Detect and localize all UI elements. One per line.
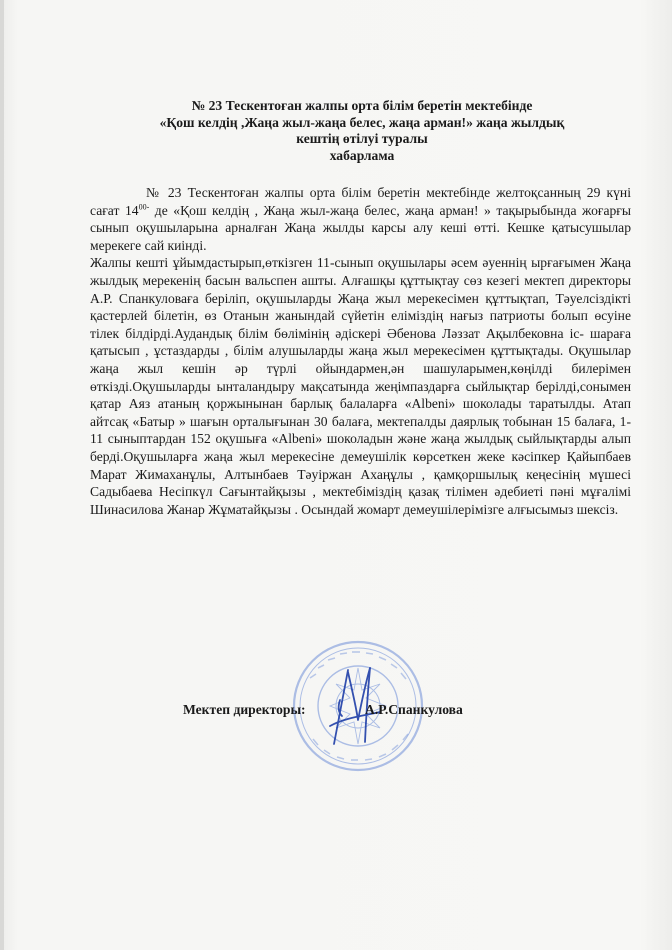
time-superscript: 00- — [138, 202, 150, 212]
signature-role: Мектеп директоры: — [183, 702, 306, 717]
signature-block — [183, 702, 463, 718]
heading-line-4: хабарлама — [329, 147, 395, 163]
paragraph-2: Жалпы кешті ұйымдастырып,өткізген 11-сынып оқушылары әсем әуеннің ырғағымен Жаңа жылдық мерекенің басын вальспен ашты. Алғашқы құттықтау сөз кезегі мектеп директоры А.Р. Спанкуловаға беріліп, оқушыларды Жаңа жыл мерекесімен құттықтап, Тәуелсіздікті қастерлей білетін, өз Отанын жанындай сүйетін еліміздің нағыз патриоты болып өсуіне тілек білдірді.Аудандық білім бөлімінің әдіскері Әбенова Ләззат Ақылбековна іс- шараға қатысып , ұстаздарды , білім алушыларды жаңа жыл мерекесімен құттықтады. Оқушылар жаңа жыл кешін әр түрлі ойындармен,ән шашуларымен,көңілді билерімен өткізді.Оқушыларды ынталандыру мақсатында жеңімпаздарға сыйлықтар берілді,сонымен қатар Аяз атаның қоржынынан барлық балаларға «Albeni» шоколады таратылды. Атап айтсақ «Батыр » шағын орталығынан 30 балаға, мектепалды даярлық тобынан 15 балаға, 1-11 сыныптардан 152 оқушыға «Albeni» шоколадын және жаңа жылдық сыйлықтарды алып берді.Оқушыларға жаңа жыл мерекесіне демеушілік көрсеткен жеке кәсіпкер Қайыпбаев Марат Жимаханұлы, Алтынбаев Тәуіржан Ахаңұлы , қамқоршылық кеңесінің мүшесі Садыбаева Несіпкүл Сағынтайқызы , мектебіміздің қазақ тілімен әдебиеті пәні мұғалімі Шинасилова Жанар Жұматайқызы . Осындай жомарт демеушілерімізге алғысымыз шексіз. — [90, 255, 631, 517]
paragraph-1 — [90, 184, 631, 254]
paragraph-1-end: де «Қош келдің , Жаңа жыл-жаңа белес, жаңа арман! » тақырыбында жоғарғы сынып оқушыларына арналған Жаңа жылды карсы алу кеші өтті. Кешке қатысушылар мерекеге сай киінді. — [90, 202, 631, 253]
document-heading — [0, 98, 672, 164]
paragraph-1-start: № 23 Тескентоған жалпы орта білім беретін мектебінде желтоқсанның 29 күні сағат 14 — [90, 185, 631, 218]
heading-line-2: «Қош келдің ,Жаңа жыл-жаңа белес, жаңа арман!» жаңа жылдық — [159, 114, 565, 130]
heading-line-1: № 23 Тескентоған жалпы орта білім беретін мектебінде — [191, 98, 533, 113]
document-body — [90, 184, 631, 518]
heading-line-3: кештің өтілуі туралы — [296, 131, 428, 146]
signature-name: А.Р.Спанкулова — [365, 702, 463, 717]
